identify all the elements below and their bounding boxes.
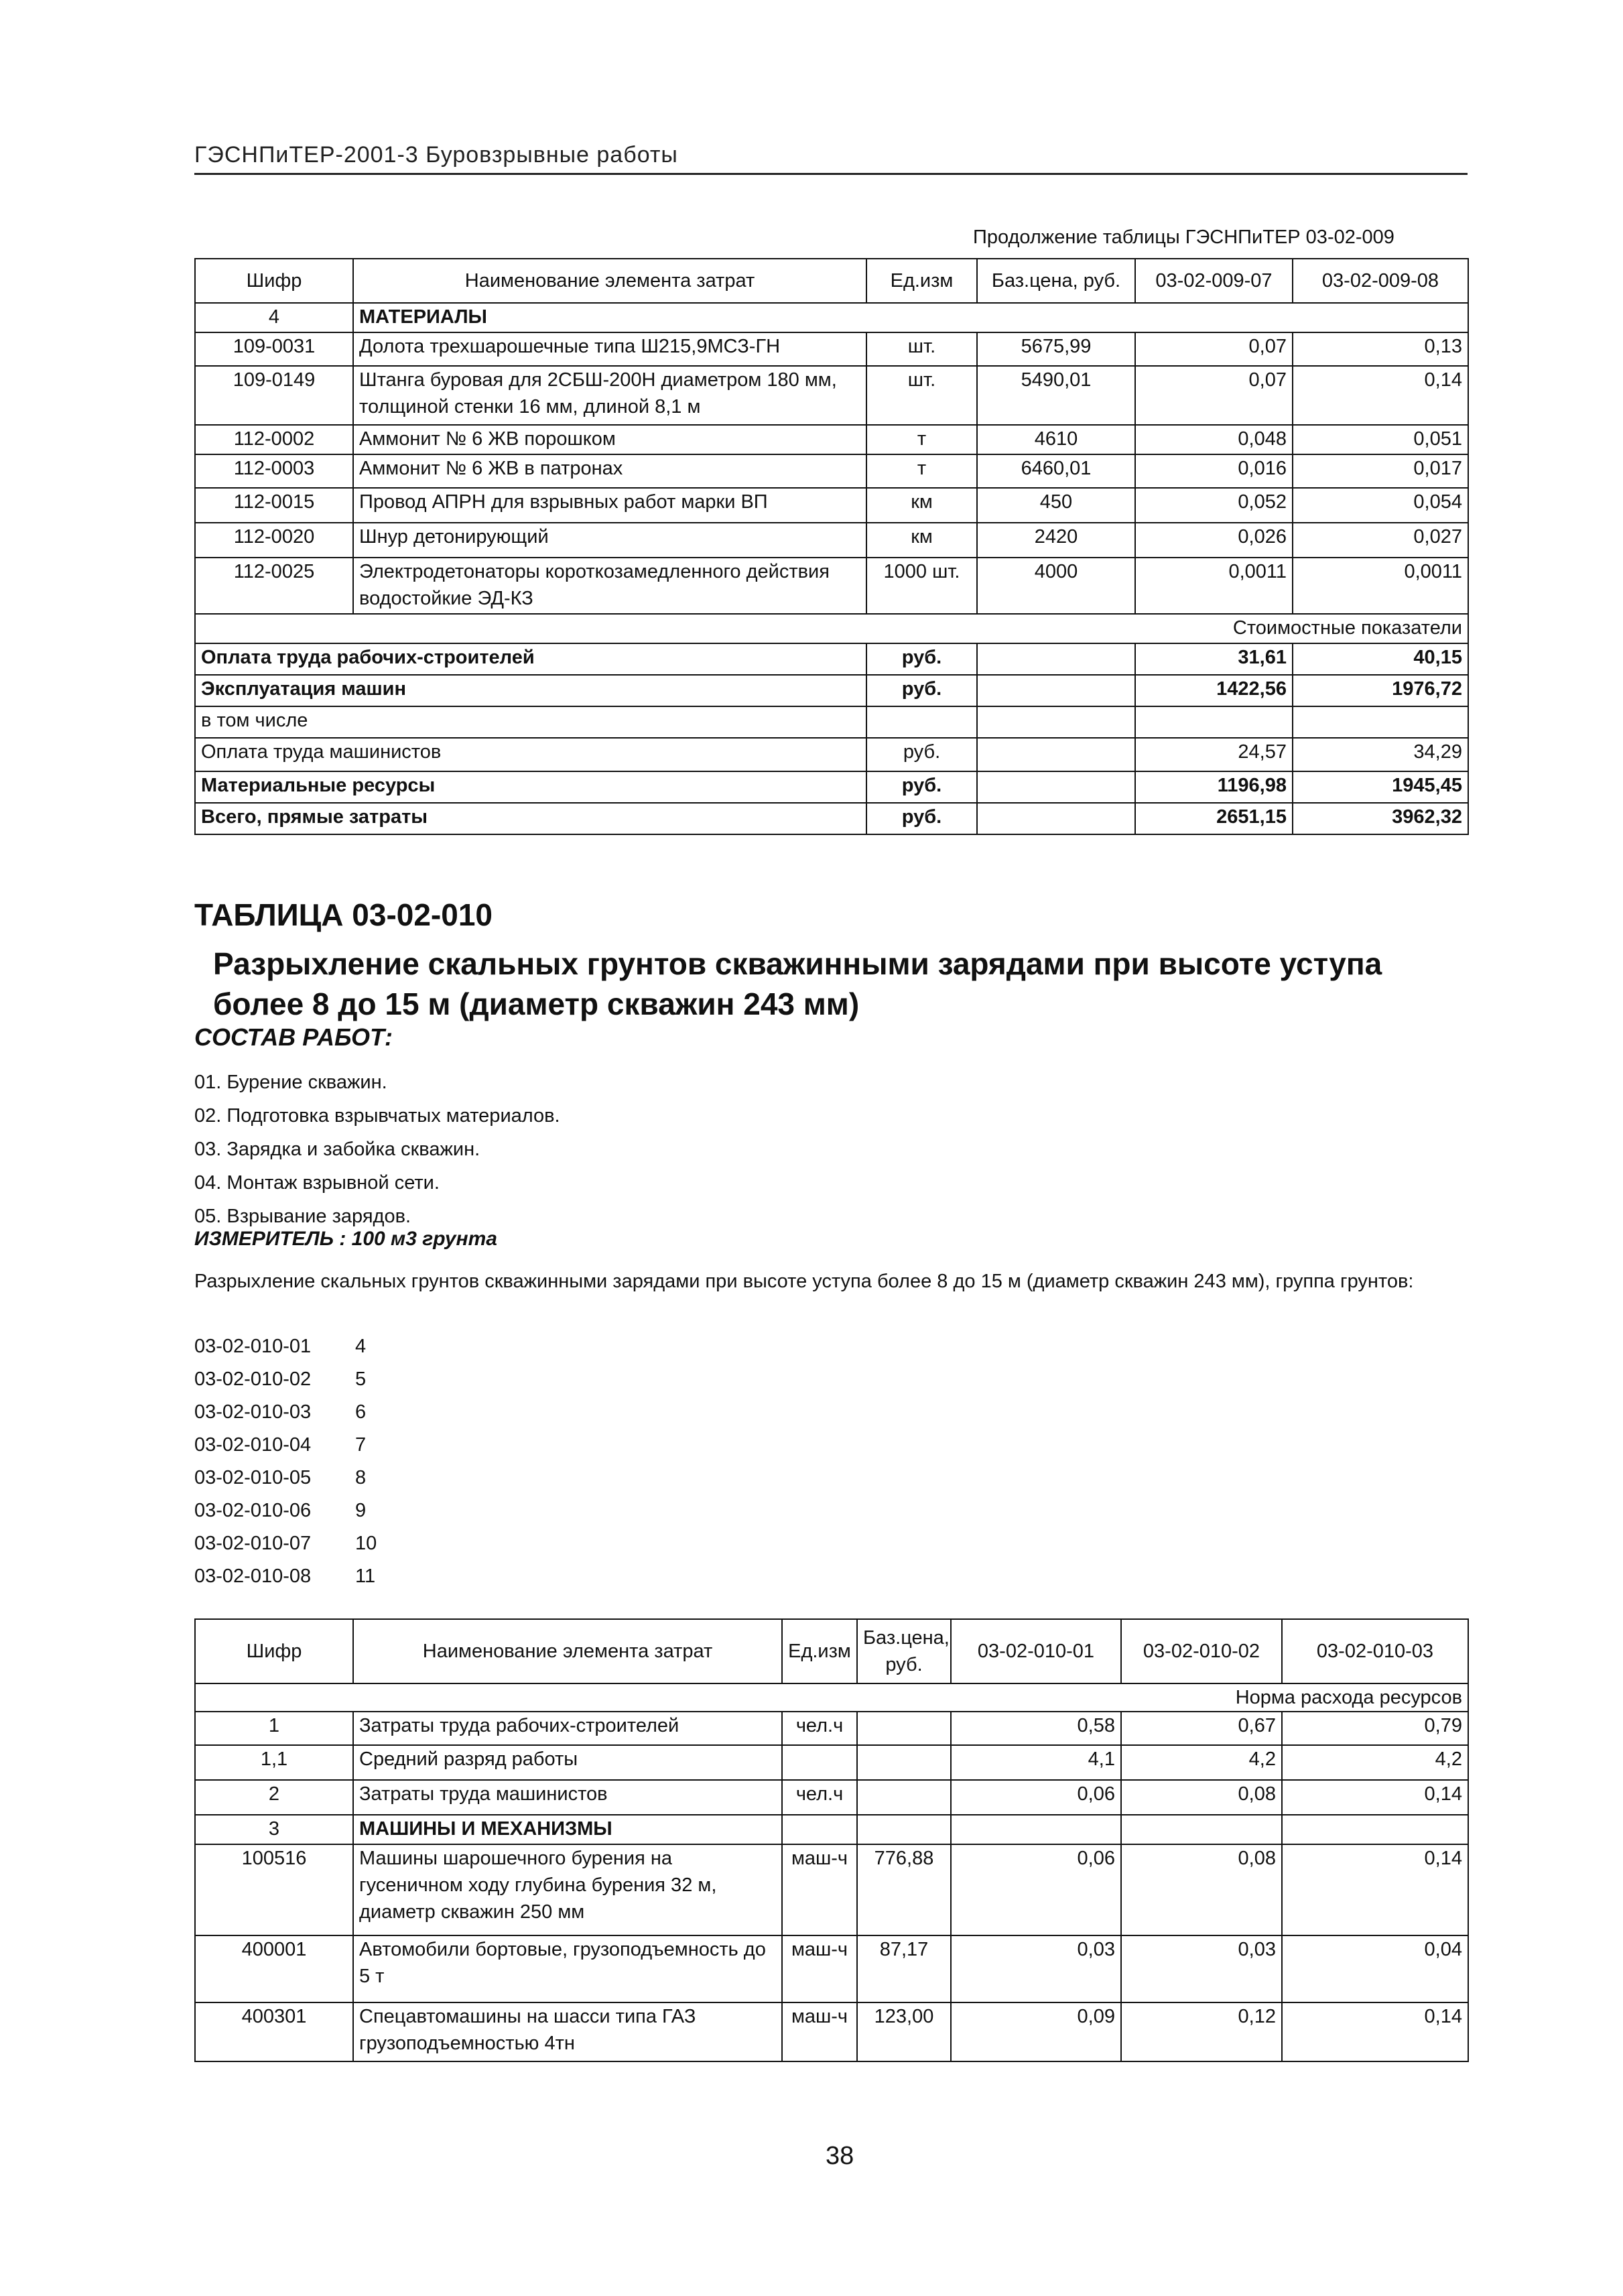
table-row xyxy=(195,1935,1468,2002)
cell-value: 0,79 xyxy=(1282,1712,1468,1745)
cell-price: 6460,01 xyxy=(977,454,1135,488)
cell-name: Затраты труда рабочих-строителей xyxy=(353,1712,782,1745)
table-03-02-010 xyxy=(194,1618,1469,2062)
cell-value: 0,14 xyxy=(1293,366,1468,425)
cost-label: Материальные ресурсы xyxy=(195,771,866,803)
cell-value: 0,0011 xyxy=(1293,558,1468,614)
header-cell: Наименование элемента затрат xyxy=(353,1619,782,1683)
soil-group-item xyxy=(194,1429,377,1462)
header-cell: Шифр xyxy=(195,259,353,303)
group-code: 03-02-010-07 xyxy=(194,1533,312,1554)
cost-value xyxy=(1293,706,1468,738)
cell-value: 4,2 xyxy=(1282,1745,1468,1780)
header-cell: 03-02-009-08 xyxy=(1293,259,1468,303)
group-code: 03-02-010-02 xyxy=(194,1368,312,1390)
cost-label: Оплата труда машинистов xyxy=(195,738,866,771)
cell-price: 5675,99 xyxy=(977,332,1135,366)
cost-value: 3962,32 xyxy=(1293,803,1468,834)
soil-group-item xyxy=(194,1363,377,1396)
cell-name: Аммонит № 6 ЖВ в патронах xyxy=(353,454,866,488)
work-step: 02. Подготовка взрывчатых материалов. xyxy=(194,1105,560,1127)
cost-unit xyxy=(866,706,977,738)
cost-value: 31,61 xyxy=(1135,643,1293,675)
cell-unit: маш-ч xyxy=(782,1844,857,1935)
table-header-row xyxy=(195,1619,1468,1683)
group-number: 11 xyxy=(355,1566,376,1587)
cell-value: 0,06 xyxy=(951,1844,1121,1935)
work-step: 01. Бурение скважин. xyxy=(194,1072,387,1093)
cell-price: 2420 xyxy=(977,523,1135,558)
cell-unit: км xyxy=(866,523,977,558)
table-row xyxy=(195,523,1468,558)
header-cell: Баз.цена, руб. xyxy=(977,259,1135,303)
cell-value: 0,048 xyxy=(1135,425,1293,454)
cell-code: 112-0020 xyxy=(195,523,353,558)
cost-empty xyxy=(977,643,1135,675)
cell-unit: км xyxy=(866,488,977,523)
cell-unit xyxy=(782,1745,857,1780)
header-cell: Ед.изм xyxy=(866,259,977,303)
cell-unit: т xyxy=(866,454,977,488)
cell-value: 0,58 xyxy=(951,1712,1121,1745)
cost-value: 24,57 xyxy=(1135,738,1293,771)
header-cell: Ед.изм xyxy=(782,1619,857,1683)
cost-unit: руб. xyxy=(866,771,977,803)
cost-row xyxy=(195,675,1468,706)
work-step: 05. Взрывание зарядов. xyxy=(194,1206,411,1227)
cell-code: 1 xyxy=(195,1712,353,1745)
header-cell: 03-02-010-01 xyxy=(951,1619,1121,1683)
work-step: 03. Зарядка и забойка скважин. xyxy=(194,1139,480,1160)
work-composition-label: СОСТАВ РАБОТ: xyxy=(194,1023,393,1051)
cell-name: Средний разряд работы xyxy=(353,1745,782,1780)
cost-empty xyxy=(977,675,1135,706)
cell-unit: шт. xyxy=(866,366,977,425)
cell-code: 112-0015 xyxy=(195,488,353,523)
cell-price: 450 xyxy=(977,488,1135,523)
table-header-row xyxy=(195,259,1468,303)
cell-name: Автомобили бортовые, грузоподъемность до 5 т xyxy=(353,1935,782,2002)
table-continuation-label: Продолжение таблицы ГЭСНПиТЕР 03-02-009 xyxy=(973,227,1394,248)
cell-value: 0,03 xyxy=(951,1935,1121,2002)
running-header: ГЭСНПиТЕР-2001-3 Буровзрывные работы xyxy=(194,142,678,168)
cost-row xyxy=(195,738,1468,771)
cell-name: Шнур детонирующий xyxy=(353,523,866,558)
cell-value: 0,051 xyxy=(1293,425,1468,454)
soil-group-item xyxy=(194,1527,377,1560)
section-row xyxy=(195,1815,1468,1844)
cell-name: Долота трехшарошечные типа Ш215,9МСЗ-ГН xyxy=(353,332,866,366)
cell-value: 0,09 xyxy=(951,2002,1121,2061)
cell-value: 0,017 xyxy=(1293,454,1468,488)
soil-groups-list xyxy=(194,1330,377,1593)
cell-empty xyxy=(951,1815,1121,1844)
cell-unit: чел.ч xyxy=(782,1712,857,1745)
cell-name: Затраты труда машинистов xyxy=(353,1780,782,1815)
cell-value: 0,03 xyxy=(1121,1935,1282,2002)
group-number: 6 xyxy=(355,1401,367,1423)
cell-unit: маш-ч xyxy=(782,2002,857,2061)
section-code: 4 xyxy=(195,303,353,332)
cell-code: 100516 xyxy=(195,1844,353,1935)
cell-code: 2 xyxy=(195,1780,353,1815)
table-row xyxy=(195,2002,1468,2061)
cell-name: Электродетонаторы короткозамедленного действия водостойкие ЭД-КЗ xyxy=(353,558,866,614)
soil-group-item xyxy=(194,1330,377,1363)
cell-price xyxy=(857,1745,951,1780)
group-number: 8 xyxy=(355,1467,367,1488)
section-code: 3 xyxy=(195,1815,353,1844)
table-row xyxy=(195,1844,1468,1935)
cell-price: 4610 xyxy=(977,425,1135,454)
cell-value: 0,08 xyxy=(1121,1844,1282,1935)
cost-value: 2651,15 xyxy=(1135,803,1293,834)
cell-value: 0,026 xyxy=(1135,523,1293,558)
cell-empty xyxy=(857,1815,951,1844)
group-code: 03-02-010-01 xyxy=(194,1336,312,1357)
table-row xyxy=(195,366,1468,425)
table-row xyxy=(195,1780,1468,1815)
cell-code: 112-0025 xyxy=(195,558,353,614)
group-code: 03-02-010-03 xyxy=(194,1401,312,1423)
cost-unit: руб. xyxy=(866,803,977,834)
cost-row xyxy=(195,706,1468,738)
soil-group-item xyxy=(194,1560,377,1593)
cost-value xyxy=(1135,706,1293,738)
cost-label: в том числе xyxy=(195,706,866,738)
cell-unit: т xyxy=(866,425,977,454)
cost-caption-row xyxy=(195,614,1468,643)
cell-value: 0,06 xyxy=(951,1780,1121,1815)
header-cell: 03-02-010-02 xyxy=(1121,1619,1282,1683)
table-row xyxy=(195,425,1468,454)
measure-unit: ИЗМЕРИТЕЛЬ : 100 м3 грунта xyxy=(194,1228,497,1250)
cell-value: 0,07 xyxy=(1135,366,1293,425)
norm-caption-row xyxy=(195,1683,1468,1712)
cell-empty xyxy=(782,1815,857,1844)
cell-price xyxy=(857,1780,951,1815)
cost-caption: Стоимостные показатели xyxy=(195,614,1468,643)
table-row xyxy=(195,454,1468,488)
cell-code: 400301 xyxy=(195,2002,353,2061)
cell-value: 4,2 xyxy=(1121,1745,1282,1780)
cost-value: 1976,72 xyxy=(1293,675,1468,706)
cell-value: 0,027 xyxy=(1293,523,1468,558)
group-code: 03-02-010-04 xyxy=(194,1434,312,1456)
header-cell: Баз.цена, руб. xyxy=(857,1619,951,1683)
table-description: Разрыхление скальных грунтов скважинными зарядами при высоте уступа более 8 до 15 м (диаметр скважин 243 мм), группа грунтов: xyxy=(194,1271,1414,1292)
cost-empty xyxy=(977,771,1135,803)
section-row xyxy=(195,303,1468,332)
table-row xyxy=(195,1712,1468,1745)
cell-value: 0,04 xyxy=(1282,1935,1468,2002)
cost-value: 1196,98 xyxy=(1135,771,1293,803)
group-code: 03-02-010-08 xyxy=(194,1566,312,1587)
header-cell: 03-02-009-07 xyxy=(1135,259,1293,303)
cost-value: 1422,56 xyxy=(1135,675,1293,706)
cell-unit: 1000 шт. xyxy=(866,558,977,614)
cell-unit: маш-ч xyxy=(782,1935,857,2002)
cell-empty xyxy=(1121,1815,1282,1844)
cell-code: 112-0002 xyxy=(195,425,353,454)
group-number: 9 xyxy=(355,1500,367,1521)
cell-name: Провод АПРН для взрывных работ марки ВП xyxy=(353,488,866,523)
group-number: 10 xyxy=(355,1533,377,1554)
cost-label: Эксплуатация машин xyxy=(195,675,866,706)
header-cell: Шифр xyxy=(195,1619,353,1683)
header-rule xyxy=(194,173,1468,175)
cell-code: 109-0031 xyxy=(195,332,353,366)
cell-value: 0,054 xyxy=(1293,488,1468,523)
cost-label: Оплата труда рабочих-строителей xyxy=(195,643,866,675)
soil-group-item xyxy=(194,1396,377,1429)
cost-empty xyxy=(977,803,1135,834)
cost-unit: руб. xyxy=(866,675,977,706)
cell-code: 112-0003 xyxy=(195,454,353,488)
cost-value: 1945,45 xyxy=(1293,771,1468,803)
table-03-02-009-continuation xyxy=(194,258,1469,835)
cost-label: Всего, прямые затраты xyxy=(195,803,866,834)
cell-value: 0,67 xyxy=(1121,1712,1282,1745)
cell-code: 400001 xyxy=(195,1935,353,2002)
cost-empty xyxy=(977,706,1135,738)
cell-price: 123,00 xyxy=(857,2002,951,2061)
header-cell: 03-02-010-03 xyxy=(1282,1619,1468,1683)
cell-code: 109-0149 xyxy=(195,366,353,425)
cost-empty xyxy=(977,738,1135,771)
cost-row xyxy=(195,643,1468,675)
group-code: 03-02-010-05 xyxy=(194,1467,312,1488)
soil-group-item xyxy=(194,1462,377,1494)
cost-unit: руб. xyxy=(866,643,977,675)
table-row xyxy=(195,332,1468,366)
work-step: 04. Монтаж взрывной сети. xyxy=(194,1172,440,1194)
group-code: 03-02-010-06 xyxy=(194,1500,312,1521)
cost-value: 34,29 xyxy=(1293,738,1468,771)
cost-value: 40,15 xyxy=(1293,643,1468,675)
cost-row xyxy=(195,771,1468,803)
cell-value: 0,0011 xyxy=(1135,558,1293,614)
cell-value: 0,016 xyxy=(1135,454,1293,488)
cost-row xyxy=(195,803,1468,834)
cell-value: 0,14 xyxy=(1282,2002,1468,2061)
cell-unit: шт. xyxy=(866,332,977,366)
cell-value: 0,12 xyxy=(1121,2002,1282,2061)
section-name: МАТЕРИАЛЫ xyxy=(353,303,1468,332)
table-heading: Разрыхление скальных грунтов скважинными зарядами при высоте уступа более 8 до 15 м (диаметр скважин 243 мм) xyxy=(213,946,1382,1021)
cell-name: Аммонит № 6 ЖВ порошком xyxy=(353,425,866,454)
cell-value: 0,07 xyxy=(1135,332,1293,366)
cell-name: Машины шарошечного бурения на гусеничном ходу глубина бурения 32 м, диаметр скважин 250 мм xyxy=(353,1844,782,1935)
cell-value: 0,052 xyxy=(1135,488,1293,523)
soil-group-item xyxy=(194,1494,377,1527)
cell-price: 776,88 xyxy=(857,1844,951,1935)
group-number: 5 xyxy=(355,1368,367,1390)
work-steps-list xyxy=(194,1066,560,1233)
cell-value: 0,14 xyxy=(1282,1780,1468,1815)
cell-price: 5490,01 xyxy=(977,366,1135,425)
group-number: 7 xyxy=(355,1434,367,1456)
table-title: ТАБЛИЦА 03-02-010 xyxy=(194,897,493,932)
cell-value: 0,13 xyxy=(1293,332,1468,366)
norm-caption: Норма расхода ресурсов xyxy=(195,1683,1468,1712)
cell-price: 87,17 xyxy=(857,1935,951,2002)
cell-code: 1,1 xyxy=(195,1745,353,1780)
cell-value: 0,14 xyxy=(1282,1844,1468,1935)
cell-unit: чел.ч xyxy=(782,1780,857,1815)
table-row xyxy=(195,558,1468,614)
group-number: 4 xyxy=(355,1336,367,1357)
cell-name: Штанга буровая для 2СБШ-200Н диаметром 180 мм, толщиной стенки 16 мм, длиной 8,1 м xyxy=(353,366,866,425)
cell-empty xyxy=(1282,1815,1468,1844)
cell-name: Спецавтомашины на шасси типа ГАЗ грузоподъемностью 4тн xyxy=(353,2002,782,2061)
page-number: 38 xyxy=(826,2142,854,2170)
section-name: МАШИНЫ И МЕХАНИЗМЫ xyxy=(353,1815,782,1844)
header-cell: Наименование элемента затрат xyxy=(353,259,866,303)
table-row xyxy=(195,488,1468,523)
cell-price xyxy=(857,1712,951,1745)
cell-value: 0,08 xyxy=(1121,1780,1282,1815)
cell-value: 4,1 xyxy=(951,1745,1121,1780)
cost-unit: руб. xyxy=(866,738,977,771)
cell-price: 4000 xyxy=(977,558,1135,614)
table-row xyxy=(195,1745,1468,1780)
